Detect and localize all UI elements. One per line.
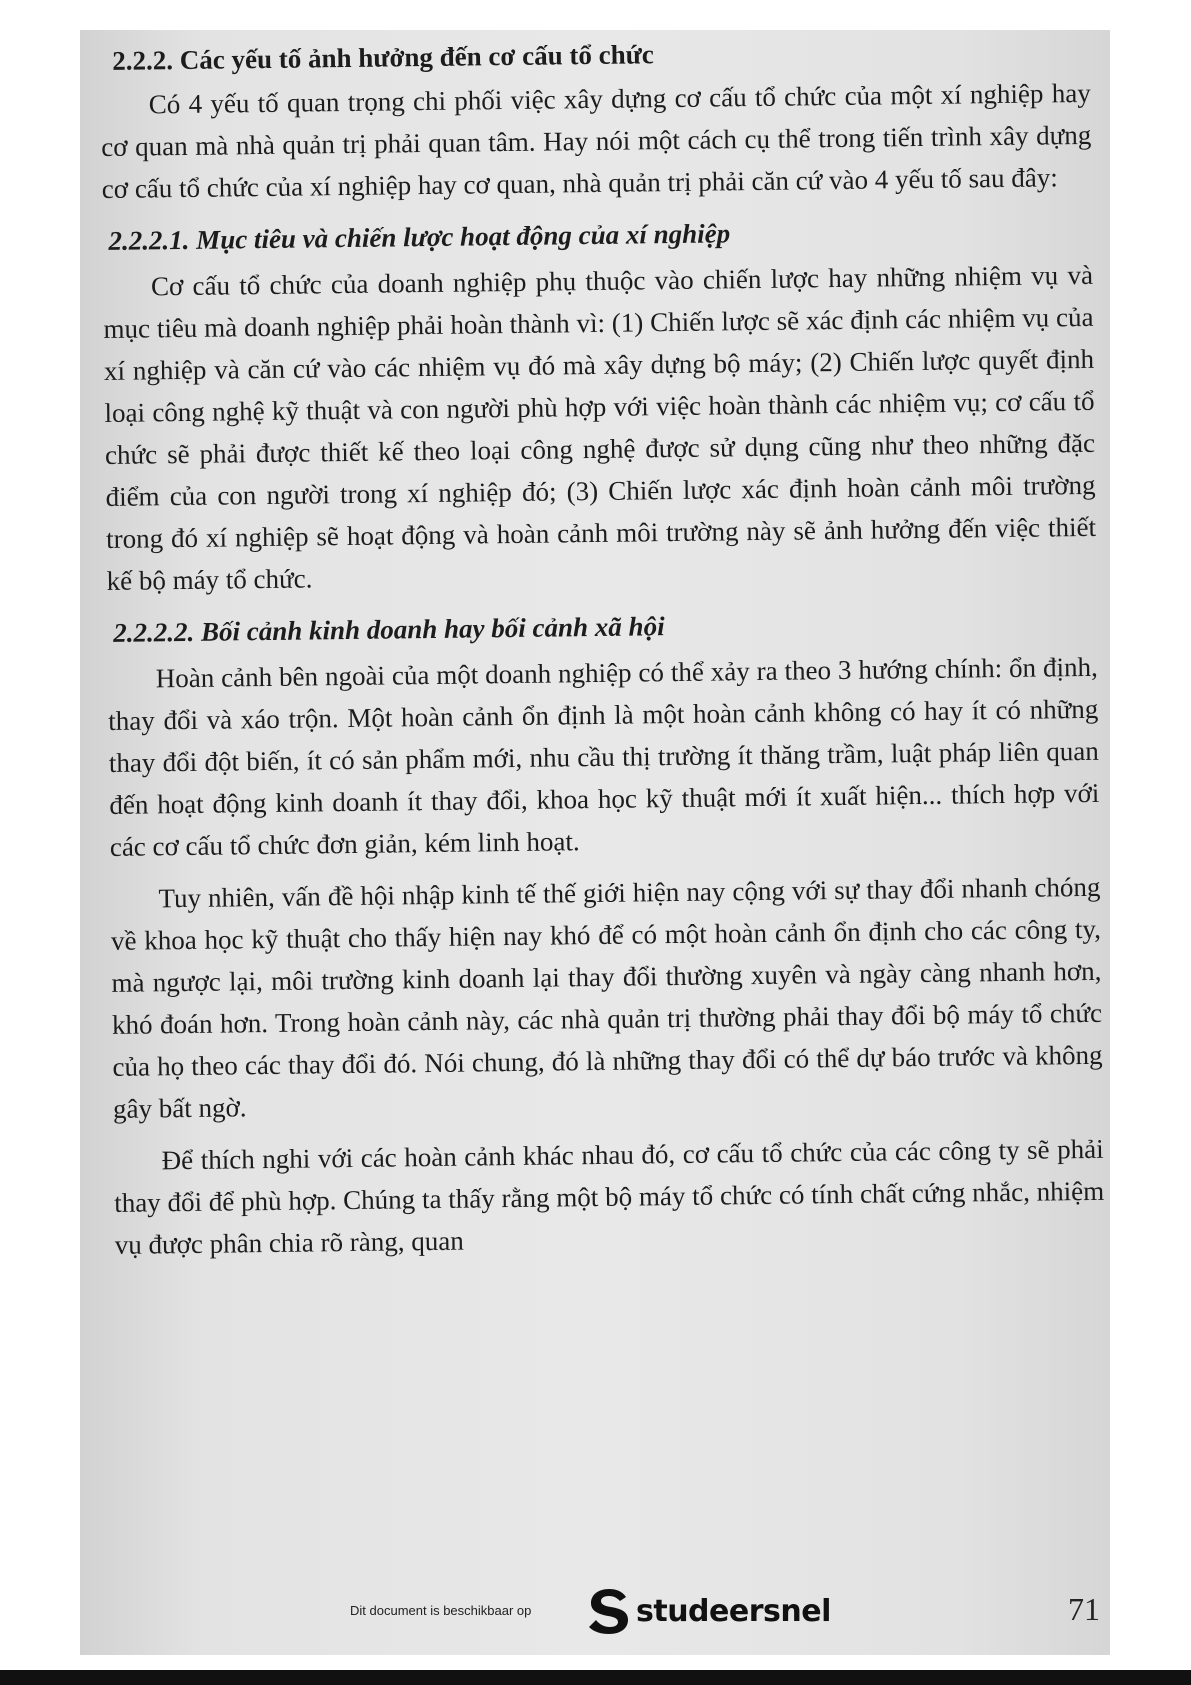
- scanned-page: [80, 30, 1110, 1655]
- page-content: [100, 30, 1105, 1276]
- studeersnel-logo-icon: [586, 1587, 632, 1635]
- intro-paragraph: Có 4 yếu tố quan trọng chi phối việc xây dựng cơ cấu tổ chức của một xí nghiệp hay cơ quan mà nhà quản trị phải quan tâm. Hay nói một cách cụ thể trong tiến trình xây dựng cơ cấu tổ chức của xí nghiệp hay cơ quan, nhà quản trị phải căn cứ vào 4 yếu tố sau đây:: [101, 77, 1092, 204]
- bottom-edge-bar: [0, 1670, 1191, 1685]
- page-number: 71: [1068, 1591, 1100, 1627]
- subsection-heading-1: 2.2.2.1. Mục tiêu và chiến lược hoạt động của xí nghiệp: [108, 218, 731, 256]
- availability-text: Dit document is beschikbaar op: [350, 1603, 532, 1618]
- subsection-2-paragraph-3: Để thích nghi với các hoàn cảnh khác nhau đó, cơ cấu tổ chức của các công ty sẽ phải thay đổi để phù hợp. Chúng ta thấy rằng một bộ máy tổ chức có tính chất cứng nhắc, nhiệm vụ được phân chia rõ ràng, quan: [114, 1133, 1105, 1260]
- subsection-2-paragraph-1: Hoàn cảnh bên ngoài của một doanh nghiệp có thể xảy ra theo 3 hướng chính: ổn định, thay đổi và xáo trộn. Một hoàn cảnh ổn định là một hoàn cảnh không có hay ít có những thay đổi đột biến, ít có sản phẩm mới, nhu cầu thị trường ít thăng trầm, luật pháp liên quan đến hoạt động kinh doanh ít thay đổi, khoa học kỹ thuật mới ít xuất hiện... thích hợp với các cơ cấu tổ chức đơn giản, kém linh hoạt.: [108, 651, 1100, 862]
- brand-name: studeersnel: [636, 1593, 831, 1629]
- studeersnel-logo-link[interactable]: [586, 1587, 831, 1635]
- subsection-2-paragraph-2: Tuy nhiên, vấn đề hội nhập kinh tế thế giới hiện nay cộng với sự thay đổi nhanh chóng về khoa học kỹ thuật cho thấy hiện nay khó để có một hoàn cảnh ổn định cho các công ty, mà ngược lại, môi trường kinh doanh lại thay đổi thường xuyên và ngày càng nhanh hơn, khó đoán hơn. Trong hoàn cảnh này, các nhà quản trị thường phải thay đổi bộ máy tổ chức của họ theo các thay đổi đó. Nói chung, đó là những thay đổi có thể dự báo trước và không gây bất ngờ.: [110, 871, 1103, 1124]
- subsection-heading-2: 2.2.2.2. Bối cảnh kinh doanh hay bối cảnh xã hội: [113, 611, 665, 648]
- subsection-1-paragraph: Cơ cấu tổ chức của doanh nghiệp phụ thuộc vào chiến lược hay những nhiệm vụ và mục tiêu mà doanh nghiệp phải hoàn thành vì: (1) Chiến lược sẽ xác định các nhiệm vụ của xí nghiệp và căn cứ vào các nhiệm vụ đó mà xây dựng bộ máy; (2) Chiến lược quyết định loại công nghệ kỹ thuật và con người phù hợp với việc hoàn thành các nhiệm vụ; cơ cấu tổ chức sẽ phải được thiết kế theo loại công nghệ được sử dụng cũng như theo những đặc điểm của con người trong xí nghiệp đó; (3) Chiến lược xác định hoàn cảnh môi trường trong đó xí nghiệp sẽ hoạt động và hoàn cảnh môi trường này sẽ ảnh hưởng đến việc thiết kế bộ máy tổ chức.: [103, 259, 1097, 596]
- page-footer: [80, 1585, 1110, 1635]
- section-heading: 2.2.2. Các yếu tố ảnh hưởng đến cơ cấu tổ chức: [112, 39, 654, 76]
